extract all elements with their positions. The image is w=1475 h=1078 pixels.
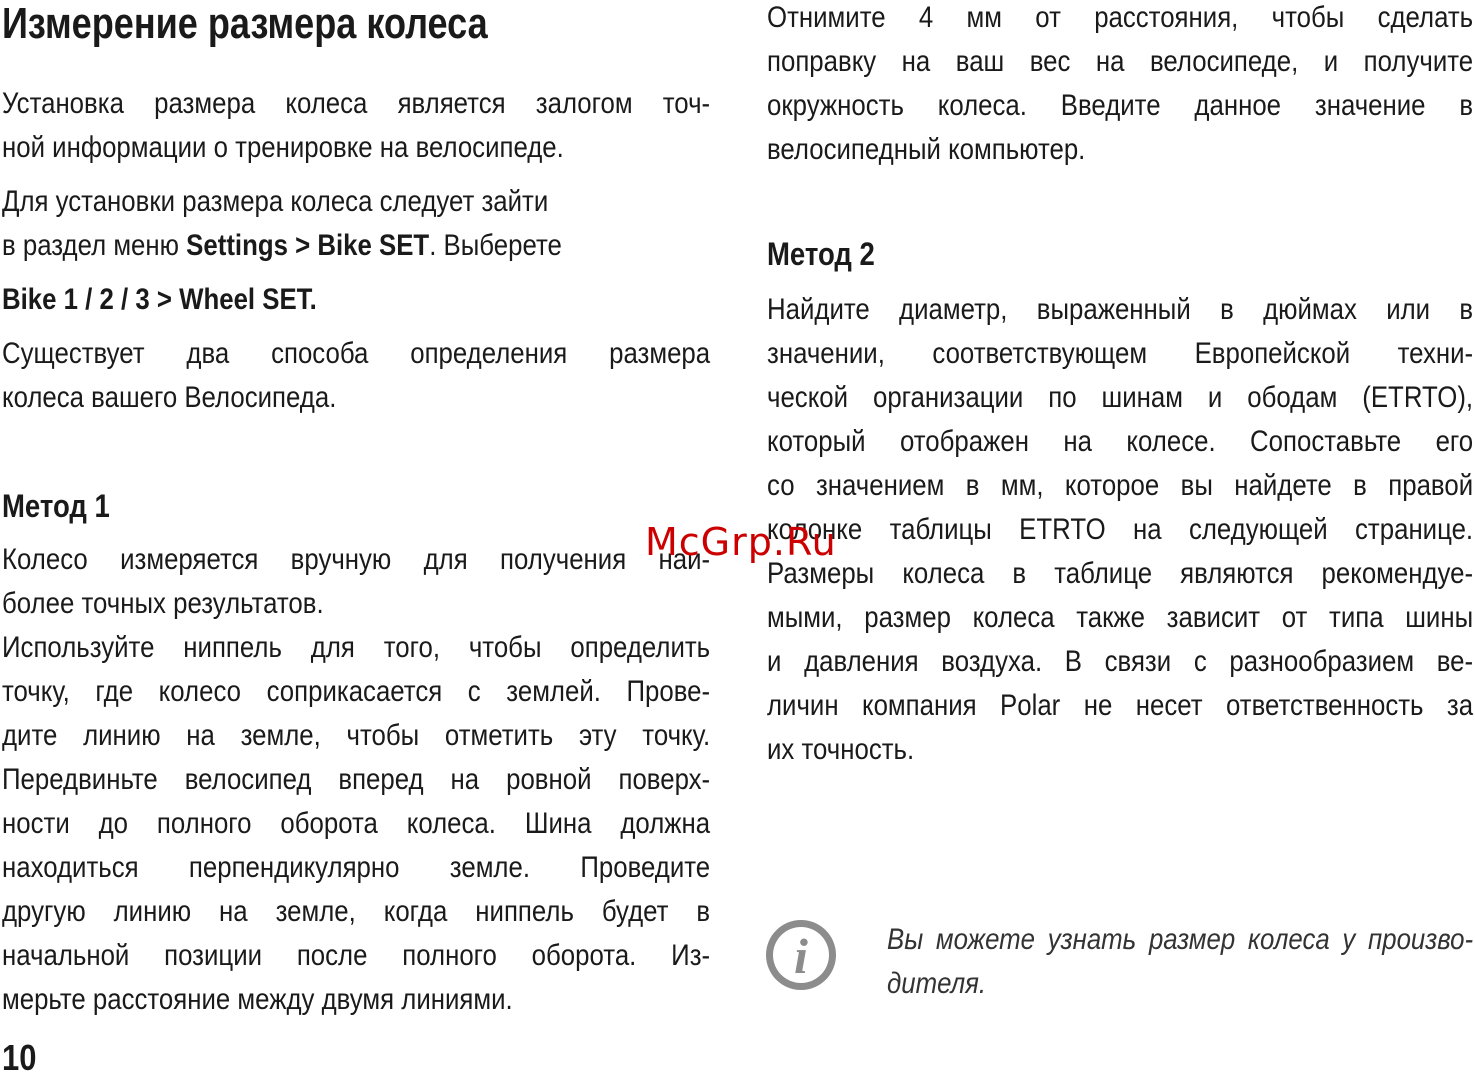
text-line: более точных результатов.: [2, 587, 324, 620]
text-line: велосипедный компьютер.: [767, 133, 1086, 166]
menu-path-wheel: Bike 1 / 2 / 3 > Wheel SET.: [2, 283, 317, 316]
text-line: ности до полного оборота колеса. Шина должна: [2, 807, 711, 840]
text-line: значении, соответствующем Европейской техни-: [767, 337, 1474, 370]
text-line: Найдите диаметр, выраженный в дюймах или в: [767, 293, 1474, 326]
text-line-menu-path: в раздел меню Settings > Bike SET. Выберете: [2, 229, 562, 262]
method2-paragraph: [767, 288, 1473, 772]
text-line: поправку на ваш вес на велосипеде, и получите: [767, 45, 1474, 78]
info-icon-glyph: i: [773, 927, 829, 983]
text-line: Для установки размера колеса следует зайти: [2, 185, 549, 218]
text-line: точку, где колесо соприкасается с землей. Прове-: [2, 675, 711, 708]
text-line: личин компания Polar не несет ответственность за: [767, 689, 1474, 722]
method1-paragraph-1: [2, 538, 710, 626]
watermark: McGrp.Ru: [645, 520, 837, 564]
text-line: и давления воздуха. В связи с разнообразием ве-: [767, 645, 1474, 678]
text-line: Вы можете узнать размер колеса у произво-: [887, 923, 1474, 956]
text-line: Колесо измеряется вручную для получения наи-: [2, 543, 711, 576]
text-line: который отображен на колесе. Сопоставьте его: [767, 425, 1474, 458]
text-line: мыми, размер колеса также зависит от типа шины: [767, 601, 1474, 634]
text-line: ной информации о тренировке на велосипеде.: [2, 131, 564, 164]
text-line: колеса вашего Велосипеда.: [2, 381, 337, 414]
method1-heading: Метод 1: [2, 488, 110, 524]
text-line: Существует два способа определения размера: [2, 337, 711, 370]
text-line: Используйте ниппель для того, чтобы определить: [2, 631, 711, 664]
menu-path-settings: Settings > Bike SET: [186, 229, 430, 262]
intro-paragraph-3: [2, 278, 710, 322]
text-line: Отнимите 4 мм от расстояния, чтобы сделать: [767, 1, 1474, 34]
note-text: [887, 918, 1473, 1006]
intro-paragraph-1: [2, 82, 710, 170]
info-icon: [766, 920, 836, 990]
page-number: 10: [2, 1037, 37, 1078]
method1-paragraph-2: [2, 626, 710, 1022]
text-line: их точность.: [767, 733, 915, 766]
method1-continued: [767, 0, 1473, 172]
text-line: Передвиньте велосипед вперед на ровной поверх-: [2, 763, 711, 796]
text-line: Размеры колеса в таблице являются рекомендуе-: [767, 557, 1474, 590]
text-line: находиться перпендикулярно земле. Проведите: [2, 851, 711, 884]
text-line: со значением в мм, которое вы найдете в правой: [767, 469, 1474, 502]
text-line: ческой организации по шинам и ободам (ETRTO),: [767, 381, 1474, 414]
text-line: окружность колеса. Введите данное значение в: [767, 89, 1474, 122]
method2-heading: Метод 2: [767, 236, 875, 272]
text-line: начальной позиции после полного оборота. Из-: [2, 939, 711, 972]
intro-paragraph-2: [2, 180, 710, 268]
page-title: Измерение размера колеса: [2, 0, 488, 48]
text-line: дите линию на земле, чтобы отметить эту точку.: [2, 719, 711, 752]
text-line: Установка размера колеса является залогом точ-: [2, 87, 711, 120]
intro-paragraph-4: [2, 332, 710, 420]
text-line: мерьте расстояние между двумя линиями.: [2, 983, 513, 1016]
text-line: колонке таблицы ETRTO на следующей странице.: [767, 513, 1474, 546]
text-line: другую линию на земле, когда ниппель будет в: [2, 895, 711, 928]
text-line: дителя.: [887, 967, 987, 1000]
